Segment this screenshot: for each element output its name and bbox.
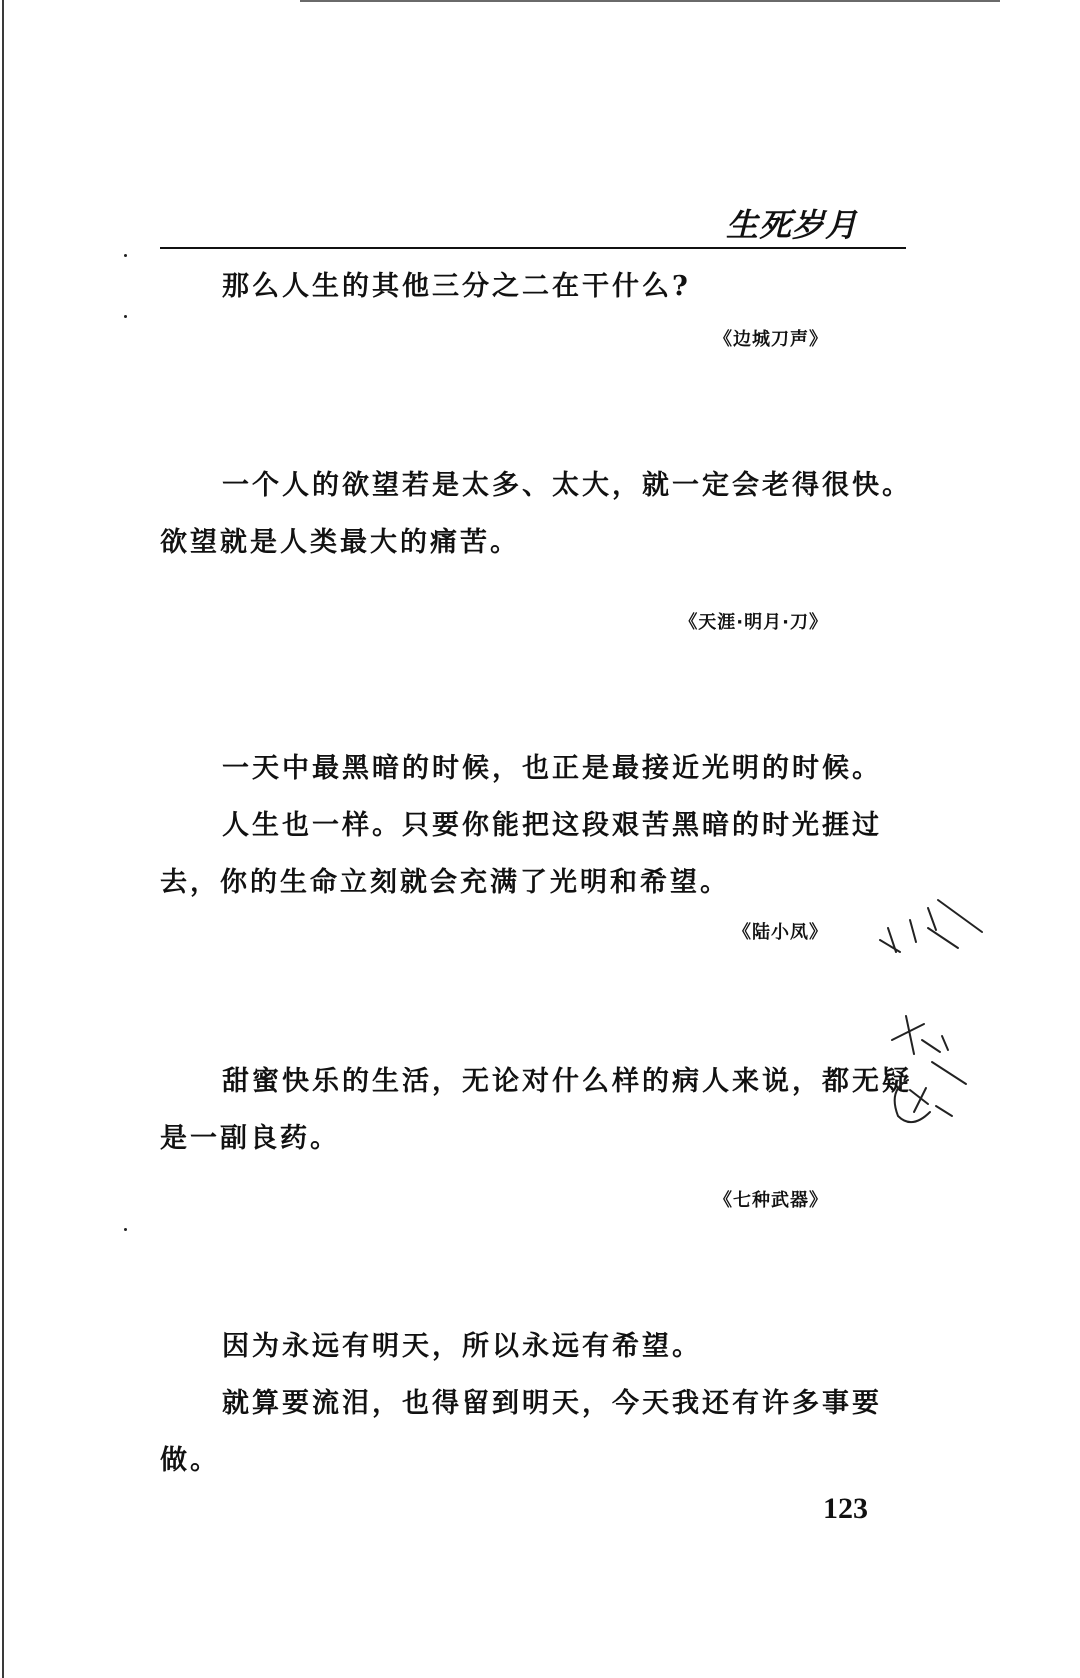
handwritten-stroke <box>942 1036 948 1050</box>
quote-3 <box>160 740 906 911</box>
quote-1-line-1: 那么人生的其他三分之二在干什么? <box>222 271 691 302</box>
quote-2-line-1: 一个人的欲望若是太多、太大，就一定会老得很快。 <box>222 470 912 501</box>
quote-2-source: 《天涯·明月·刀》 <box>679 612 828 633</box>
quote-1 <box>160 258 906 315</box>
quote-4-source: 《七种武器》 <box>714 1190 828 1211</box>
quote-5-line-1: 因为永远有明天，所以永远有希望。 <box>222 1331 702 1362</box>
handwritten-stroke <box>928 928 958 948</box>
quote-3-line-3: 去，你的生命立刻就会充满了光明和希望。 <box>160 867 730 898</box>
page-edge-top <box>300 0 1000 2</box>
quote-4-line-1: 甜蜜快乐的生活，无论对什么样的病人来说，都无疑 <box>222 1066 912 1097</box>
scan-speck <box>124 1228 127 1231</box>
header-rule <box>160 247 906 249</box>
quote-3-line-2: 人生也一样。只要你能把这段艰苦黑暗的时光捱过 <box>222 810 882 841</box>
page-number: 123 <box>823 1492 868 1525</box>
quote-4 <box>160 1053 912 1167</box>
handwritten-stroke <box>922 1040 940 1052</box>
quote-4-line-2: 是一副良药。 <box>160 1123 340 1154</box>
scan-speck <box>124 254 127 257</box>
quote-5-line-3: 做。 <box>160 1445 220 1476</box>
running-head: 生死岁月 <box>725 206 858 244</box>
quote-3-source: 《陆小凤》 <box>733 922 828 943</box>
handwritten-stroke <box>910 920 916 942</box>
quote-5 <box>160 1318 906 1489</box>
quote-1-source: 《边城刀声》 <box>714 329 828 350</box>
quote-2-line-2: 欲望就是人类最大的痛苦。 <box>160 527 520 558</box>
page-edge-left <box>2 0 4 1678</box>
handwritten-marks <box>870 890 1020 1160</box>
handwritten-stroke <box>906 1016 914 1054</box>
quote-3-line-1: 一天中最黑暗的时候，也正是最接近光明的时候。 <box>222 753 882 784</box>
scan-speck <box>124 315 127 318</box>
handwritten-stroke <box>936 1106 952 1116</box>
quote-2 <box>160 457 912 571</box>
handwritten-stroke <box>880 940 900 952</box>
handwritten-stroke <box>938 900 982 932</box>
quote-5-line-2: 就算要流泪，也得留到明天，今天我还有许多事要 <box>222 1388 882 1419</box>
handwritten-stroke <box>932 1062 966 1084</box>
handwritten-stroke <box>928 908 936 930</box>
